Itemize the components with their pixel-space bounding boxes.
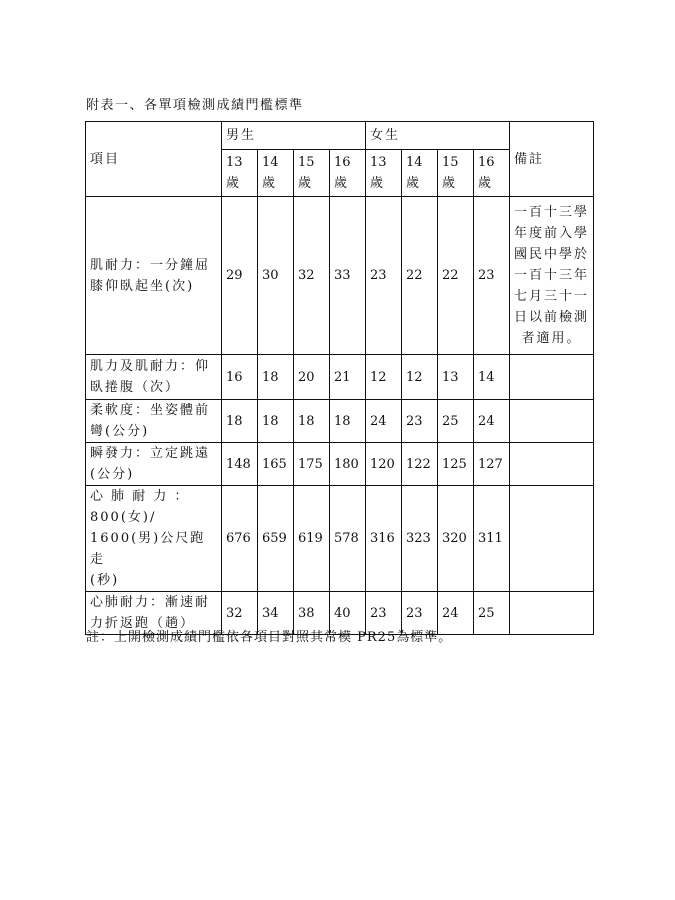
remark-cell [510, 486, 594, 592]
female-age-16-header [474, 150, 510, 197]
age-unit: 歲 [478, 176, 492, 191]
remark-cell [510, 197, 594, 355]
remark-line: 七月三十一 [514, 289, 590, 304]
female-value-cell: 23 [402, 400, 438, 443]
age-unit: 歲 [406, 176, 420, 191]
male-value-cell: 180 [330, 443, 366, 486]
item-line: 彎(公分) [90, 424, 150, 439]
item-line: 臥捲腹（次） [90, 380, 181, 395]
female-value-cell: 22 [438, 197, 474, 355]
remark-line: 者適用。 [521, 331, 582, 346]
female-value-cell: 12 [366, 355, 402, 400]
male-value-cell: 38 [294, 592, 330, 635]
female-value-cell: 127 [474, 443, 510, 486]
male-value-cell: 18 [258, 400, 294, 443]
female-age-15-header [438, 150, 474, 197]
male-value-cell: 578 [330, 486, 366, 592]
item-cell [86, 400, 222, 443]
male-value-cell: 21 [330, 355, 366, 400]
female-value-cell: 12 [402, 355, 438, 400]
female-value-cell: 320 [438, 486, 474, 592]
age-number: 16 [478, 155, 495, 170]
male-value-cell: 33 [330, 197, 366, 355]
male-age-16-header [330, 150, 366, 197]
female-value-cell: 122 [402, 443, 438, 486]
male-value-cell: 619 [294, 486, 330, 592]
male-value-cell: 165 [258, 443, 294, 486]
item-line: 力折返跑（趟） [90, 616, 196, 631]
item-line: 膝仰臥起坐(次) [90, 278, 195, 294]
table-caption: 附表一、各單項檢測成績門檻標準 [86, 98, 304, 113]
remark-line: 一百十三年 [514, 268, 590, 283]
item-line: 800(女)/ [90, 510, 157, 525]
age-number: 14 [406, 155, 423, 170]
table-row [86, 197, 594, 355]
female-value-cell: 23 [402, 592, 438, 635]
remark-line: 年度前入學 [514, 226, 590, 241]
male-value-cell: 34 [258, 592, 294, 635]
remark-header: 備註 [510, 122, 594, 197]
male-header: 男生 [222, 122, 366, 150]
item-line: 心肺耐力：漸速耐 [90, 595, 211, 610]
threshold-table [85, 121, 594, 635]
male-value-cell: 18 [330, 400, 366, 443]
remark-cell [510, 592, 594, 635]
item-cell [86, 486, 222, 592]
male-value-cell: 32 [294, 197, 330, 355]
table-footnote: 註：上開檢測成績門檻依各項目對照其常模 PR25為標準。 [86, 630, 453, 645]
female-value-cell: 120 [366, 443, 402, 486]
female-age-14-header [402, 150, 438, 197]
male-value-cell: 175 [294, 443, 330, 486]
item-cell [86, 443, 222, 486]
female-value-cell: 23 [366, 592, 402, 635]
male-age-13-header [222, 150, 258, 197]
remark-cell [510, 443, 594, 486]
item-cell [86, 355, 222, 400]
age-unit: 歲 [334, 176, 348, 191]
female-value-cell: 25 [474, 592, 510, 635]
male-value-cell: 676 [222, 486, 258, 592]
female-value-cell: 125 [438, 443, 474, 486]
female-value-cell: 24 [474, 400, 510, 443]
table-row [86, 355, 594, 400]
female-value-cell: 14 [474, 355, 510, 400]
item-line: 肌力及肌耐力：仰 [90, 359, 211, 374]
age-number: 13 [370, 155, 387, 170]
male-value-cell: 659 [258, 486, 294, 592]
age-unit: 歲 [370, 176, 384, 191]
item-line: (秒) [90, 573, 120, 588]
remark-line: 國民中學於 [514, 247, 590, 262]
female-value-cell: 13 [438, 355, 474, 400]
item-cell [86, 197, 222, 355]
female-value-cell: 323 [402, 486, 438, 592]
male-age-15-header [294, 150, 330, 197]
age-number: 15 [298, 155, 315, 170]
remark-cell [510, 355, 594, 400]
age-number: 13 [226, 155, 243, 170]
male-value-cell: 18 [294, 400, 330, 443]
female-value-cell: 25 [438, 400, 474, 443]
female-value-cell: 311 [474, 486, 510, 592]
female-header: 女生 [366, 122, 510, 150]
remark-line: 日以前檢測 [514, 310, 590, 325]
item-line: 瞬發力：立定跳遠 [90, 446, 211, 461]
age-number: 16 [334, 155, 351, 170]
female-value-cell: 24 [438, 592, 474, 635]
item-line: 柔軟度：坐姿體前 [90, 403, 211, 418]
age-number: 15 [442, 155, 459, 170]
male-value-cell: 18 [222, 400, 258, 443]
male-value-cell: 148 [222, 443, 258, 486]
male-value-cell: 20 [294, 355, 330, 400]
age-unit: 歲 [262, 176, 276, 191]
table-row [86, 443, 594, 486]
age-unit: 歲 [226, 176, 240, 191]
table-row [86, 400, 594, 443]
male-value-cell: 29 [222, 197, 258, 355]
female-value-cell: 22 [402, 197, 438, 355]
female-value-cell: 23 [474, 197, 510, 355]
male-value-cell: 30 [258, 197, 294, 355]
item-line: (公分) [90, 467, 135, 482]
female-age-13-header [366, 150, 402, 197]
remark-cell [510, 400, 594, 443]
item-line: 肌耐力：一分鐘屈 [90, 257, 211, 273]
female-value-cell: 316 [366, 486, 402, 592]
age-number: 14 [262, 155, 279, 170]
item-line: 心 肺 耐 力 ： [90, 489, 190, 504]
male-value-cell: 16 [222, 355, 258, 400]
female-value-cell: 24 [366, 400, 402, 443]
table-row [86, 486, 594, 592]
item-header: 項目 [86, 122, 222, 197]
male-value-cell: 18 [258, 355, 294, 400]
male-age-14-header [258, 150, 294, 197]
age-unit: 歲 [298, 176, 312, 191]
item-line: 1600(男)公尺跑走 [90, 531, 206, 567]
male-value-cell: 32 [222, 592, 258, 635]
remark-line: 一百十三學 [514, 205, 590, 220]
age-unit: 歲 [442, 176, 456, 191]
female-value-cell: 23 [366, 197, 402, 355]
male-value-cell: 40 [330, 592, 366, 635]
